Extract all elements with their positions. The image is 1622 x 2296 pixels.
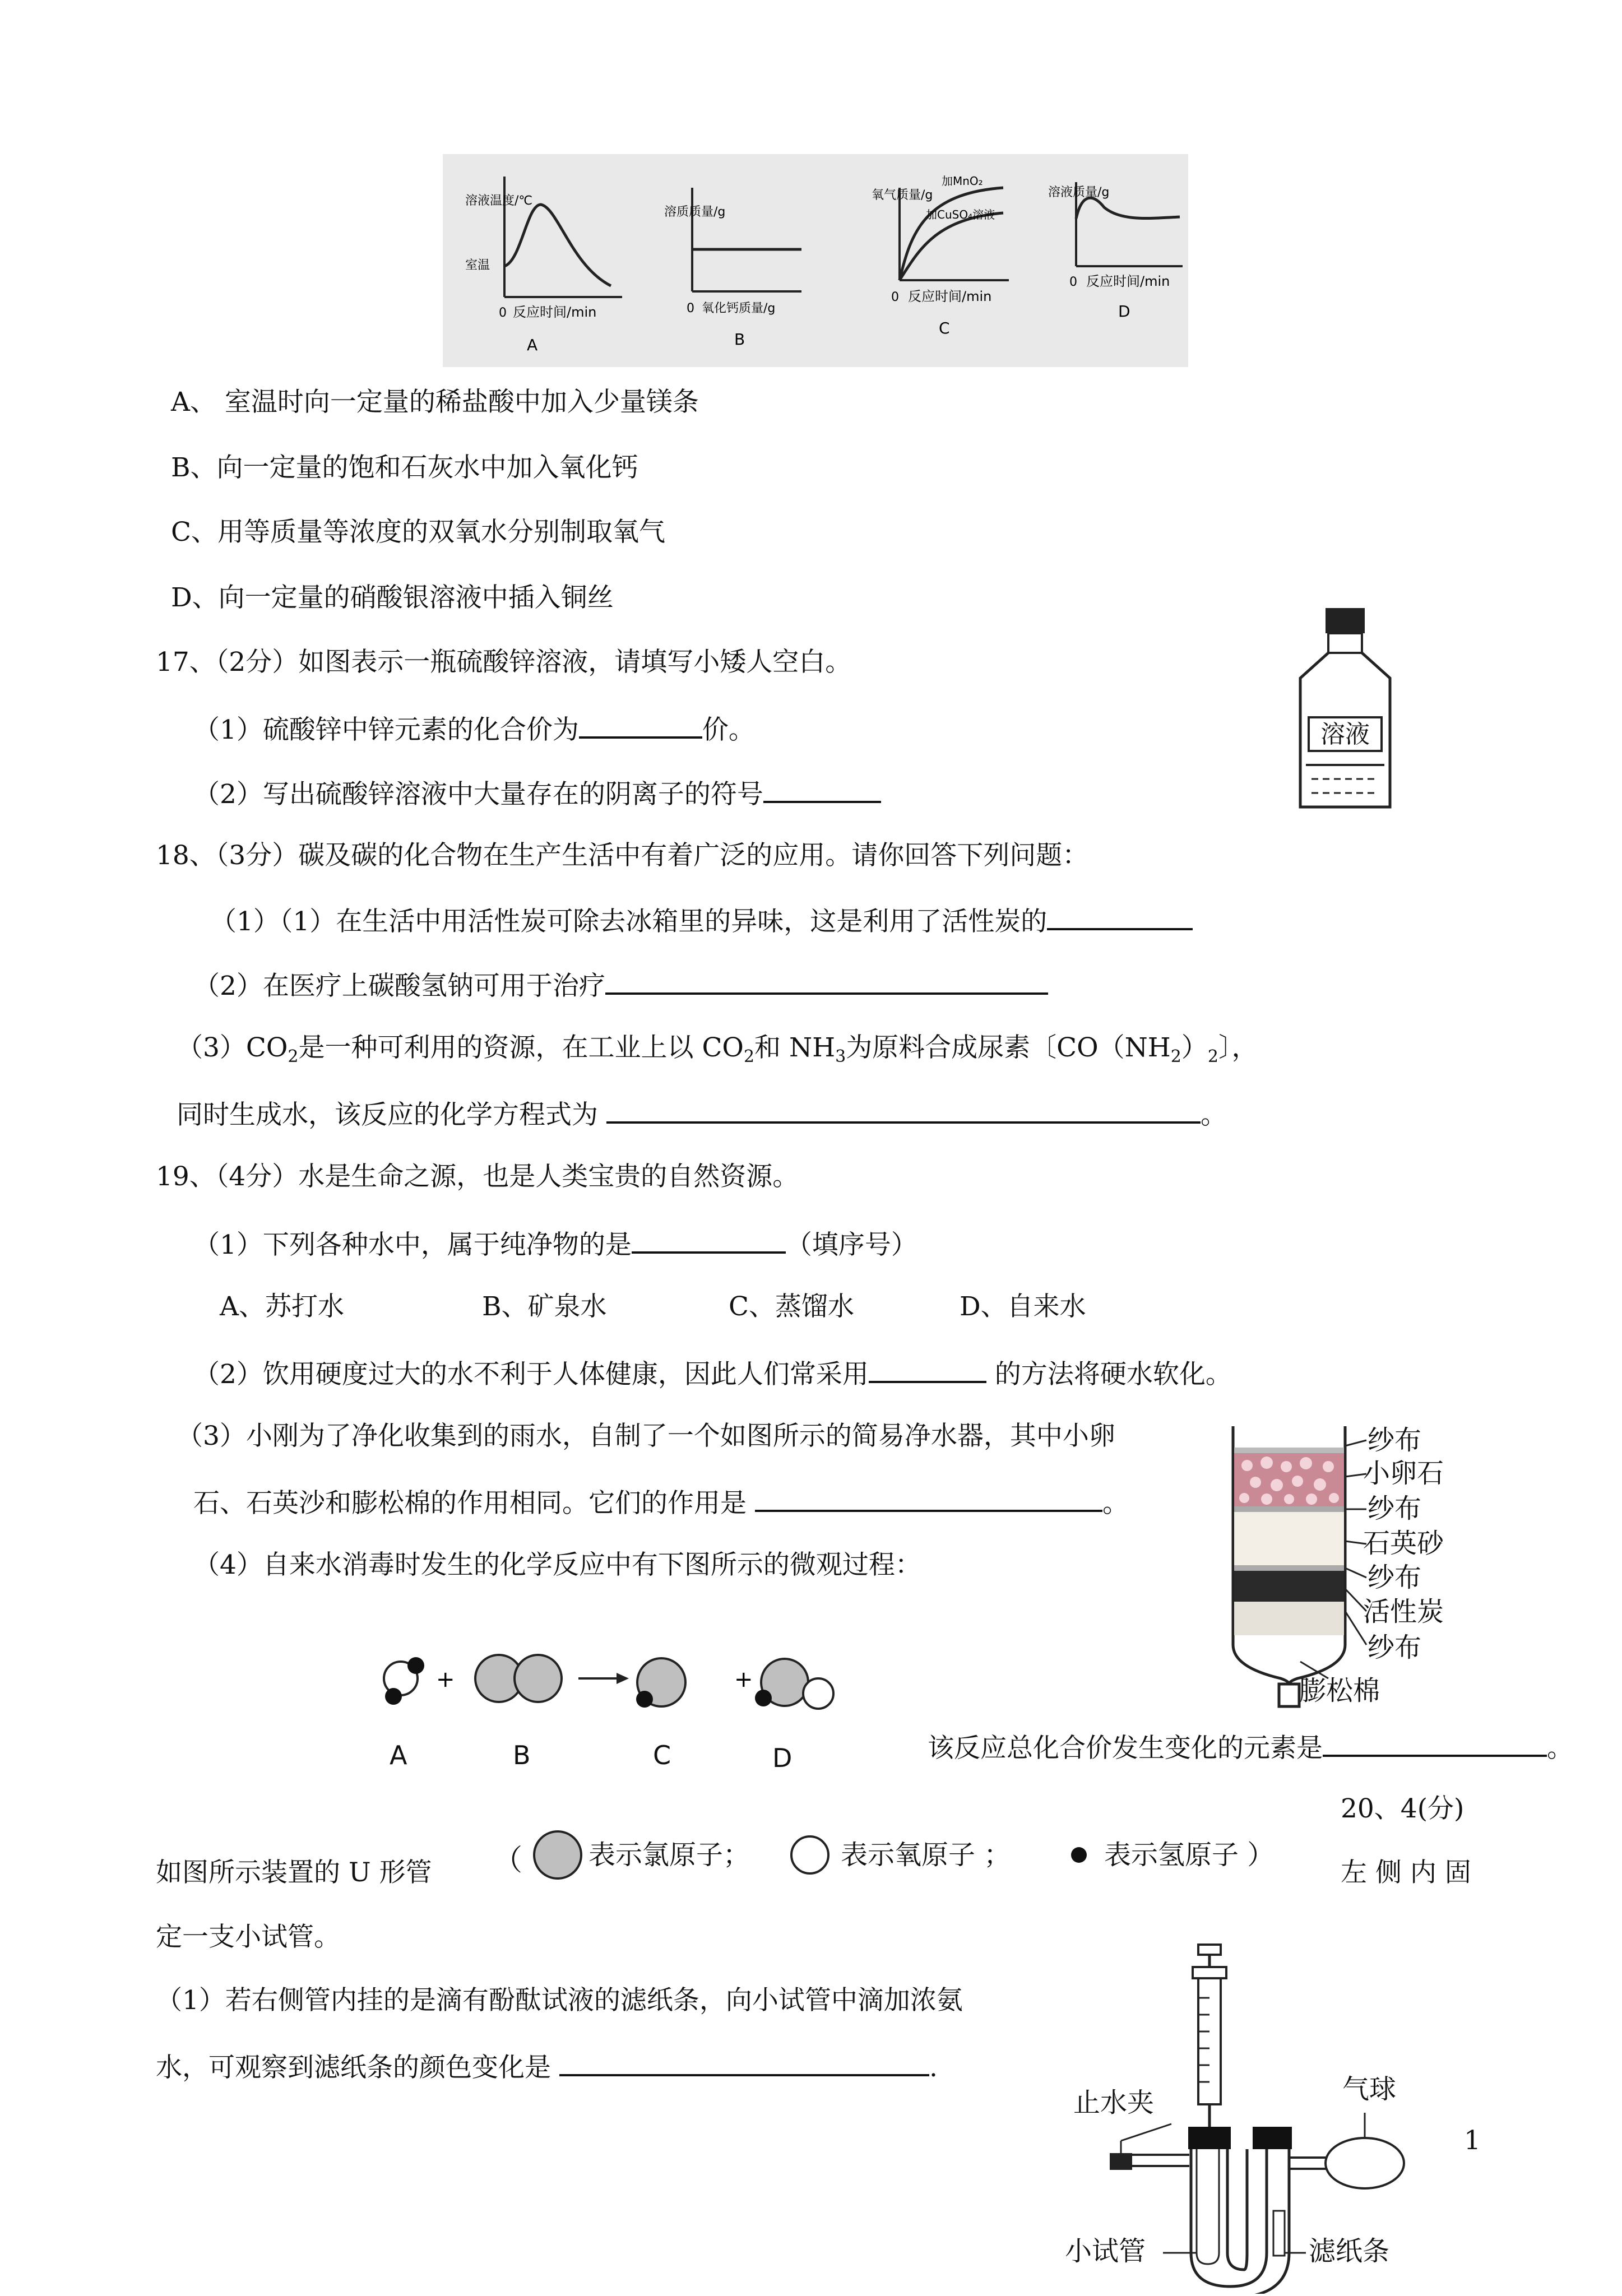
q16-option-c: C、用等质量等浓度的双氧水分别制取氧气 <box>171 517 665 548</box>
bottle-label: 溶液 <box>1320 720 1370 749</box>
graph-d-ylabel: 溶液质量/g <box>1048 185 1110 200</box>
q19-stem: 19、（4分）水是生命之源，也是人类宝贵的自然资源。 <box>156 1161 799 1192</box>
legend-hydrogen: 表示氢原子 ） <box>1104 1839 1275 1871</box>
apparatus-label-clamp: 止水夹 <box>1073 2087 1155 2118</box>
q19-part3-line1: （3）小刚为了净化收集到的雨水，自制了一个如图所示的简易净水器，其中小卵 <box>177 1421 1115 1451</box>
water-filter-diagram <box>1216 1421 1474 1712</box>
graph-a <box>465 177 622 354</box>
legend-oxygen: 表示氧原子 ； <box>841 1839 1011 1871</box>
q19-choice-c: C、蒸馏水 <box>729 1291 854 1322</box>
q18-part1: （1）（1）在生活中用活性炭可除去冰箱里的异味，这是利用了活性炭的 <box>210 902 1193 939</box>
svg-text:0: 0 <box>1069 275 1077 289</box>
filter-label-pebbles: 小卵石 <box>1363 1458 1444 1489</box>
graph-b-ylabel: 溶质质量/g <box>664 205 726 219</box>
graph-a-xlabel: 反应时间/min <box>513 304 597 320</box>
q17-stem: 17、（2分）如图表示一瓶硫酸锌溶液，请填写小矮人空白。 <box>156 647 852 678</box>
filter-label-gauze-1: 纱布 <box>1368 1425 1422 1456</box>
graph-c-curve-top: 加MnO₂ <box>942 174 983 188</box>
q19-part1: （1）下列各种水中，属于纯净物的是 （填序号） <box>193 1226 917 1262</box>
q18-part2: （2）在医疗上碳酸氢钠可用于治疗 <box>193 967 1048 1003</box>
q19-blank-4[interactable] <box>1323 1729 1547 1757</box>
filter-label-cotton: 膨松棉 <box>1299 1675 1380 1706</box>
q16-option-b: B、向一定量的饱和石灰水中加入氧化钙 <box>171 452 638 483</box>
page-number: 1 <box>1464 2125 1481 2156</box>
reagent-bottle <box>1289 605 1401 813</box>
svg-text:0: 0 <box>891 290 899 304</box>
graph-b-xlabel: 氧化钙质量/g <box>702 302 776 316</box>
oxygen-atom-icon <box>791 1836 828 1873</box>
u-tube-apparatus <box>1065 1939 1468 2294</box>
graph-a-room: 室温 <box>465 258 490 272</box>
graph-a-ylabel: 溶液温度/℃ <box>465 194 533 208</box>
molecule-label-d: D <box>772 1743 793 1773</box>
molecule-label-c: C <box>653 1740 671 1770</box>
atom-legend: （ 表示氯原子； 表示氧原子 ； 表示氢原子 ） <box>493 1830 1323 1886</box>
q19-blank-3[interactable] <box>755 1484 1102 1512</box>
q17-blank-1[interactable] <box>579 711 702 739</box>
q18-part3: $(3)CO_2$是一种可利用的资源，在工业上以 $CO_2$和 $NH_3$为原料合成尿素〔$CO(NH_2)_2$〕， <box>177 1032 1258 1066</box>
q19-choice-d: D、自来水 <box>960 1291 1086 1322</box>
graph-c-curve-bottom: 加CuSO₄溶液 <box>926 208 995 221</box>
q19-part4: （4）自来水消毒时发生的化学反应中有下图所示的微观过程： <box>193 1550 921 1580</box>
graph-d <box>1048 182 1183 321</box>
molecule-reaction-diagram <box>370 1642 902 1793</box>
q19-part3-line2: 石、石英沙和膨松棉的作用相同。它们的作用是 。 <box>193 1484 1129 1520</box>
graph-b-label: B <box>734 330 745 349</box>
q18-blank-1[interactable] <box>1047 902 1193 930</box>
q19-choice-b: B、矿泉水 <box>482 1291 607 1322</box>
chlorine-atom-icon <box>534 1831 581 1878</box>
q18-blank-2[interactable] <box>605 967 1048 995</box>
q18-blank-3[interactable] <box>606 1096 1201 1124</box>
q16-option-d: D、向一定量的硝酸银溶液中插入铜丝 <box>171 582 614 613</box>
apparatus-label-balloon: 气球 <box>1342 2074 1397 2105</box>
q19-part2: （2）饮用硬度过大的水不利于人体健康，因此人们常采用 的方法将硬水软化。 <box>193 1355 1232 1391</box>
svg-text:+: + <box>734 1667 753 1692</box>
legend-chlorine: 表示氯原子； <box>588 1839 750 1871</box>
q20-line1-b: 左 侧 内 固 <box>1341 1857 1471 1888</box>
q18-part3-line2: 同时生成水，该反应的化学方程式为 。 <box>177 1096 1227 1132</box>
q17-part2: （2）写出硫酸锌溶液中大量存在的阴离子的符号 <box>193 775 881 811</box>
q17-part1: （1）硫酸锌中锌元素的化合价为 价。 <box>193 711 755 747</box>
q16-option-a: A、 室温时向一定量的稀盐酸中加入少量镁条 <box>171 387 699 418</box>
filter-label-gauze-3: 纱布 <box>1368 1562 1422 1593</box>
q17-blank-2[interactable] <box>763 775 881 803</box>
q18-stem: 18、（3分）碳及碳的化合物在生产生活中有着广泛的应用。请你回答下列问题： <box>156 840 1089 871</box>
filter-label-sand: 石英砂 <box>1363 1528 1444 1559</box>
filter-label-carbon: 活性炭 <box>1363 1596 1444 1627</box>
molecule-label-b: B <box>513 1740 531 1770</box>
q20-blank-1[interactable] <box>559 2048 929 2076</box>
graph-c <box>872 174 1009 337</box>
graph-figure <box>443 154 1188 367</box>
hydrogen-atom-icon <box>1071 1847 1087 1863</box>
svg-text:+: + <box>436 1667 455 1692</box>
q19-part4-question: 该反应总化合价发生变化的元素是 。 <box>928 1729 1573 1765</box>
q20-part1-line2: 水，可观察到滤纸条的颜色变化是 . <box>156 2048 938 2085</box>
svg-text:0: 0 <box>499 306 507 320</box>
graph-c-label: C <box>939 319 950 337</box>
apparatus-label-tube: 小试管 <box>1065 2235 1146 2267</box>
graph-d-xlabel: 反应时间/min <box>1086 273 1170 289</box>
graph-d-label: D <box>1118 302 1130 321</box>
svg-text:0: 0 <box>687 302 694 316</box>
filter-label-gauze-2: 纱布 <box>1368 1493 1422 1524</box>
molecule-label-a: A <box>390 1740 407 1770</box>
q20-line1-a: 如图所示装置的 U 形管 <box>156 1857 432 1888</box>
graph-b <box>664 188 801 349</box>
q19-choice-a: A、苏打水 <box>220 1291 344 1322</box>
filter-label-gauze-4: 纱布 <box>1368 1632 1422 1663</box>
graph-c-ylabel: 氧气质量/g <box>872 188 933 202</box>
q20-score: 20、4(分) <box>1341 1793 1465 1824</box>
graph-a-label: A <box>527 336 538 354</box>
apparatus-label-strip: 滤纸条 <box>1309 2235 1390 2267</box>
graph-c-xlabel: 反应时间/min <box>908 289 992 304</box>
q20-line2: 定一支小试管。 <box>156 1922 340 1952</box>
q20-part1-line1: （1）若右侧管内挂的是滴有酚酞试液的滤纸条，向小试管中滴加浓氨 <box>156 1985 963 2016</box>
q19-blank-2[interactable] <box>869 1355 986 1383</box>
q19-blank-1[interactable] <box>632 1226 786 1254</box>
